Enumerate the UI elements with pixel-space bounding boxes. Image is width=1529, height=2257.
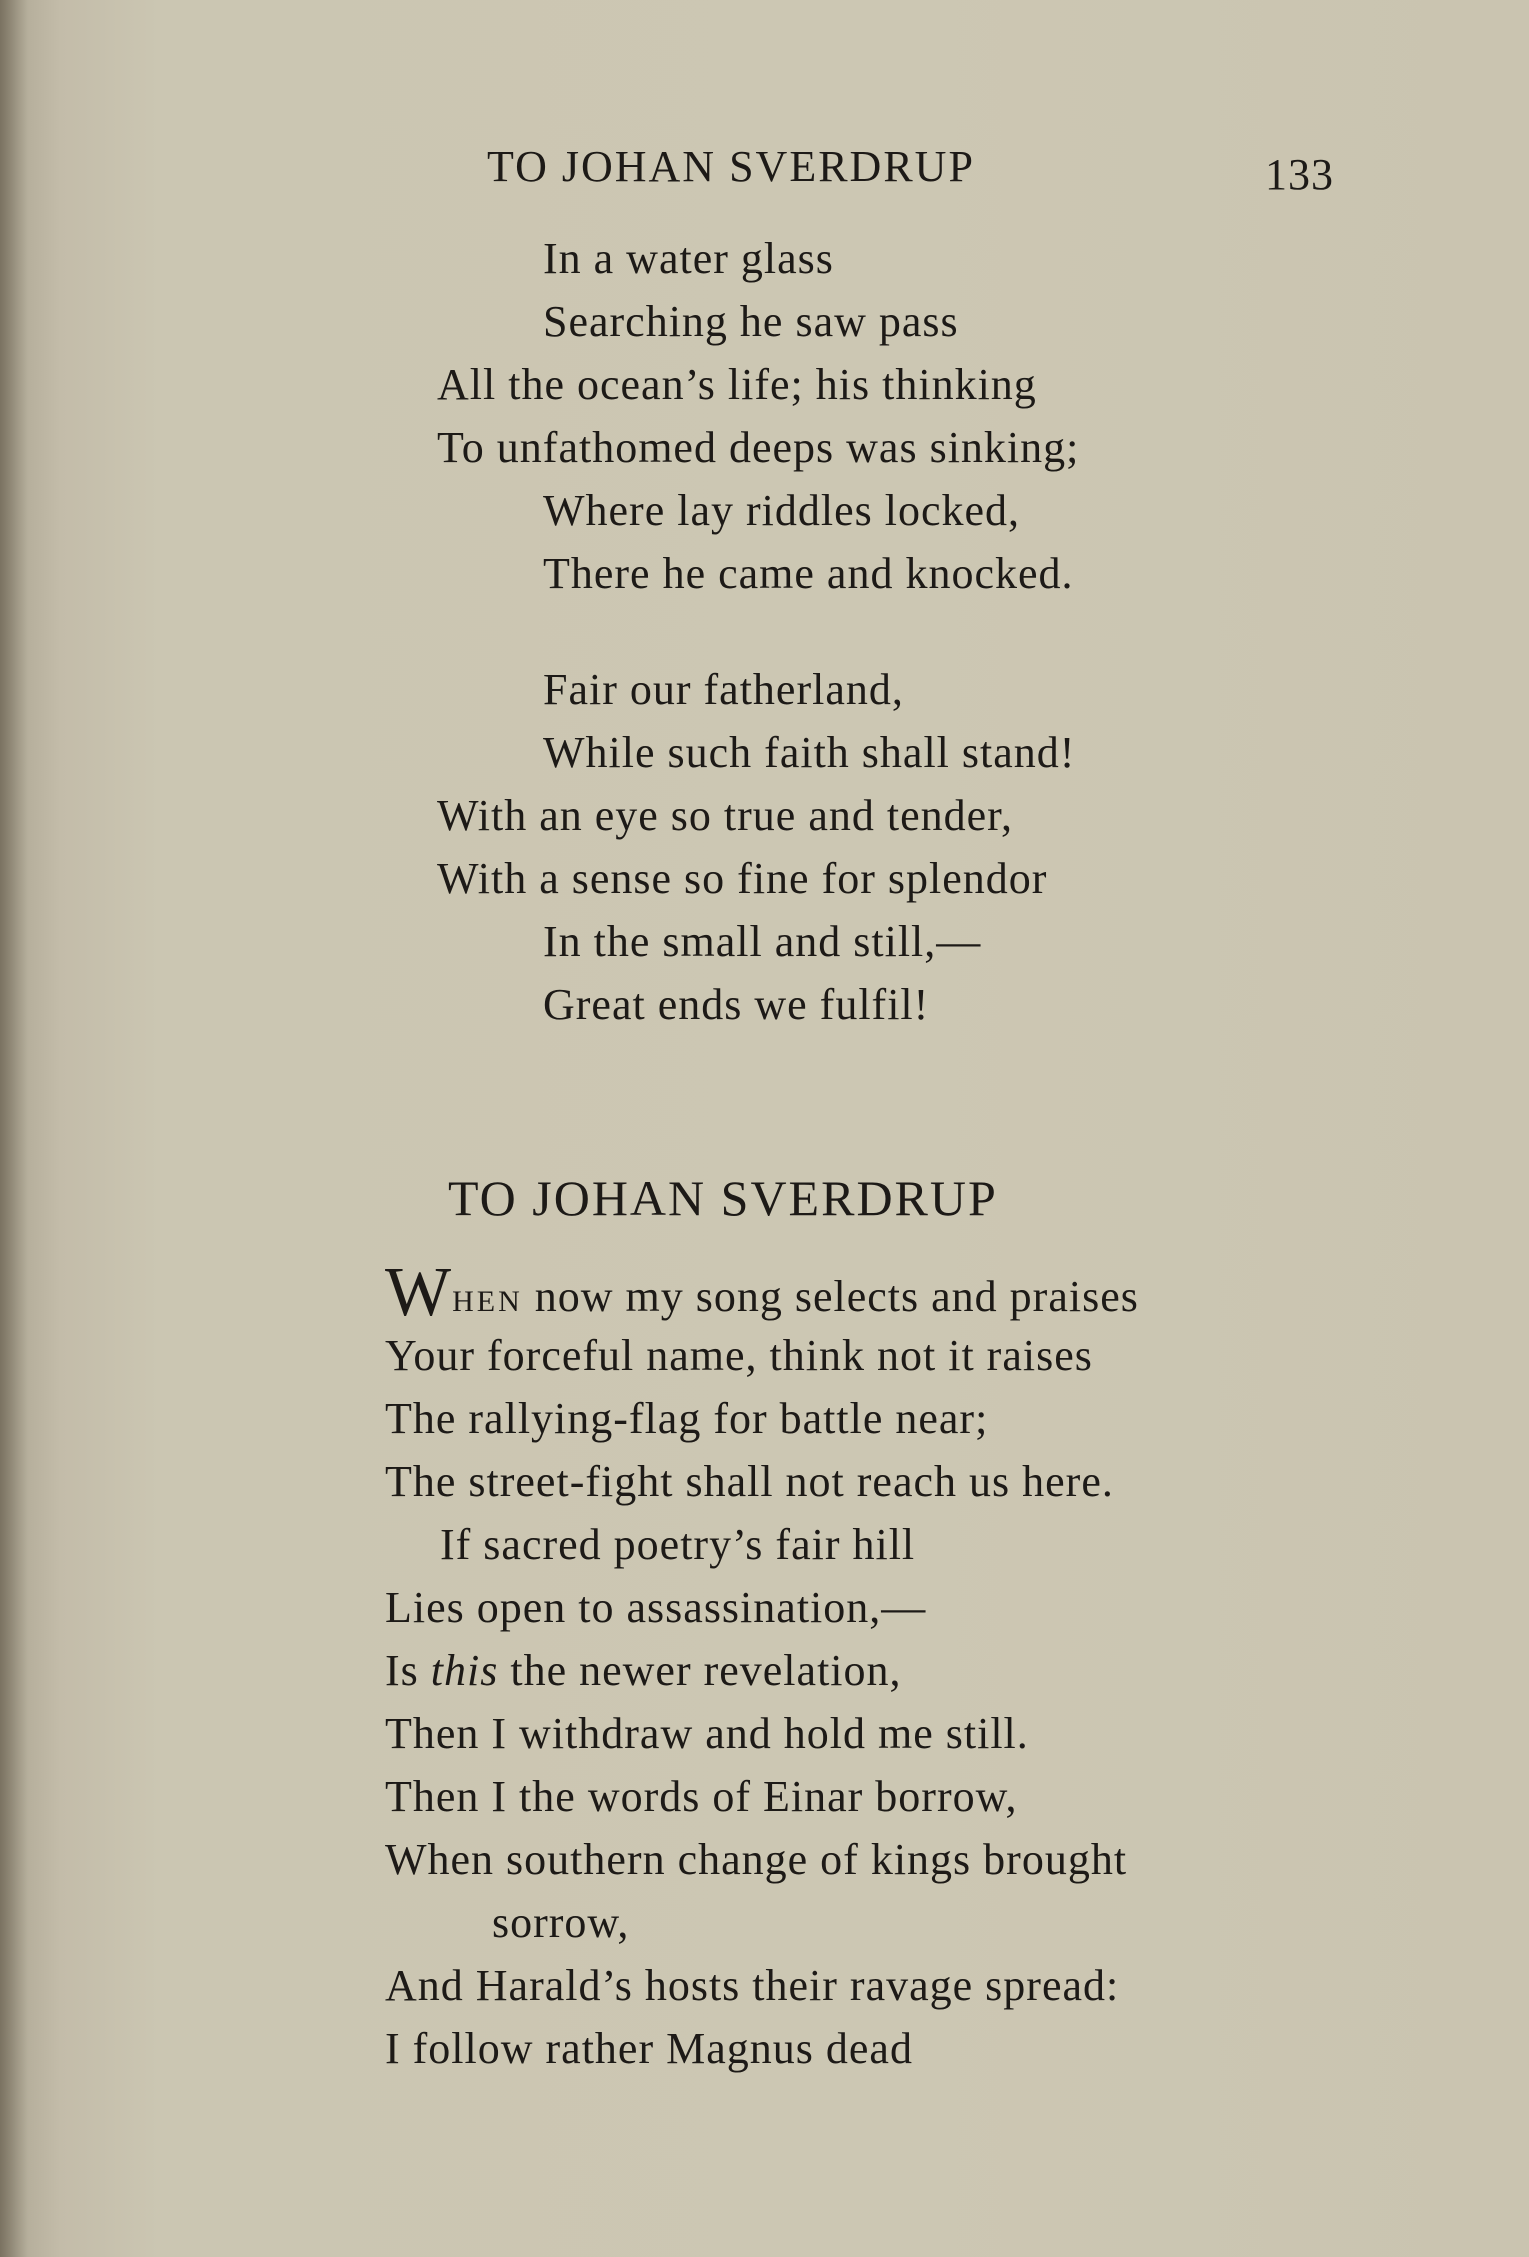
line-suffix: the newer revelation, [498,1646,902,1695]
small-caps-word: HEN [452,1285,523,1318]
poem-line: Your forceful name, think not it raises [385,1331,1093,1380]
poem-line-with-italic [385,1646,902,1695]
page-number: 133 [1265,150,1334,199]
poem-line-continuation: sorrow, [492,1898,630,1947]
poem-line: Then I the words of Einar borrow, [385,1772,1018,1821]
poem-line: Fair our fatherland, [543,665,904,714]
poem-line: With a sense so fine for splendor [437,854,1048,903]
first-line-rest: now my song selects and praises [522,1272,1139,1321]
poem-line: With an eye so true and tender, [437,791,1014,840]
poem-line: When southern change of kings brought [385,1835,1128,1884]
poem-line: To unfathomed deeps was sinking; [437,423,1080,472]
poem-line: Great ends we fulfil! [543,980,930,1029]
poem-line: And Harald’s hosts their ravage spread: [385,1961,1120,2010]
poem-line: The rallying-flag for battle near; [385,1394,989,1443]
italic-word: this [430,1646,499,1695]
poem-line: Then I withdraw and hold me still. [385,1709,1029,1758]
poem-line: I follow rather Magnus dead [385,2024,913,2073]
drop-cap: W [385,1254,453,1331]
poem-line: Lies open to assassination,— [385,1583,927,1632]
poem-first-line [385,1254,1139,1331]
running-head: TO JOHAN SVERDRUP [487,142,975,191]
poem-line: Where lay riddles locked, [543,486,1021,535]
poem-line: In a water glass [543,234,834,283]
poem-line: In the small and still,— [543,917,982,966]
page-spine-shadow [0,0,28,2257]
poem-title: TO JOHAN SVERDRUP [448,1170,998,1226]
poem-line: All the ocean’s life; his thinking [437,360,1037,409]
poem-line: While such faith shall stand! [543,728,1076,777]
poem-line: If sacred poetry’s fair hill [440,1520,916,1569]
poem-line: Searching he saw pass [543,297,959,346]
line-prefix: Is [385,1646,431,1695]
poem-line: The street-fight shall not reach us here. [385,1457,1114,1506]
poem-line: There he came and knocked. [543,549,1074,598]
